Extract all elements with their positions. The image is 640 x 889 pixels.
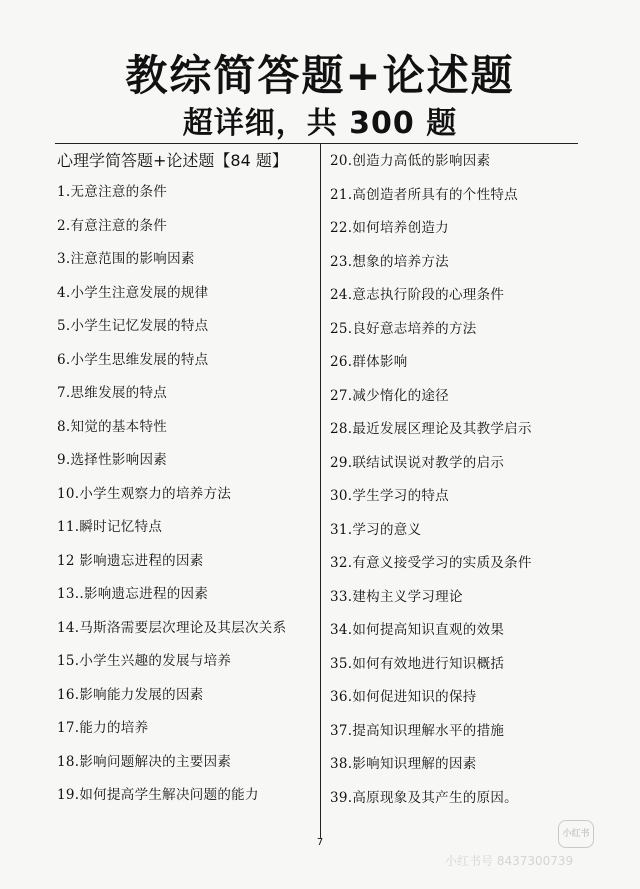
- question-item: 20.创造力高低的影响因素: [330, 153, 491, 169]
- horizontal-rule: [55, 143, 578, 144]
- question-item: 8.知觉的基本特性: [57, 418, 168, 435]
- watermark: 小红书号 8437300739: [445, 854, 574, 868]
- question-item: 10.小学生观察力的培养方法: [57, 485, 232, 502]
- document-subtitle: 超详细，共 300 题: [182, 106, 458, 141]
- question-item: 25.良好意志培养的方法: [330, 320, 477, 337]
- question-item: 21.高创造者所具有的个性特点: [330, 186, 518, 203]
- question-item: 15.小学生兴趣的发展与培养: [57, 653, 232, 669]
- question-item: 32.有意义接受学习的实质及条件: [330, 555, 532, 571]
- question-item: 34.如何提高知识直观的效果: [330, 622, 505, 638]
- question-item: 28.最近发展区理论及其教学启示: [330, 421, 532, 437]
- question-item: 27.减少惰化的途径: [330, 387, 449, 404]
- question-item: 35.如何有效地进行知识概括: [330, 655, 505, 672]
- question-item: 9.选择性影响因素: [57, 452, 168, 468]
- right-question-column: [330, 145, 580, 815]
- page-number: 7: [316, 837, 324, 848]
- question-item: 24.意志执行阶段的心理条件: [330, 287, 505, 303]
- question-item: 33.建构主义学习理论: [330, 588, 463, 605]
- question-item: 26.群体影响: [330, 354, 408, 370]
- question-item: 3.注意范围的影响因素: [57, 251, 195, 267]
- question-item: 16.影响能力发展的因素: [57, 686, 204, 703]
- question-item: 13..影响遗忘进程的因素: [57, 586, 209, 602]
- question-item: 6.小学生思维发展的特点: [57, 351, 209, 368]
- question-item: 19.如何提高学生解决问题的能力: [57, 787, 259, 803]
- question-item: 2.有意注意的条件: [57, 217, 168, 234]
- question-item: 23.想象的培养方法: [330, 253, 449, 270]
- question-item: 30.学生学习的特点: [330, 488, 449, 504]
- question-item: 31.学习的意义: [330, 521, 422, 538]
- question-item: 14.马斯洛需要层次理论及其层次关系: [57, 619, 287, 636]
- section-title: 心理学简答题+论述题【84 题】: [57, 151, 288, 170]
- question-item: 29.联结试误说对教学的启示: [330, 454, 505, 471]
- question-item: 36.如何促进知识的保持: [330, 689, 477, 705]
- question-item: 37.提高知识理解水平的措施: [330, 722, 505, 739]
- question-item: 7.思维发展的特点: [57, 385, 168, 401]
- question-item: 22.如何培养创造力: [330, 220, 449, 236]
- question-item: 12 影响遗忘进程的因素: [57, 552, 204, 569]
- question-item: 18.影响问题解决的主要因素: [57, 753, 232, 770]
- question-item: 11.瞬时记忆特点: [57, 519, 163, 535]
- question-item: 4.小学生注意发展的规律: [57, 284, 209, 301]
- left-question-column: [57, 145, 317, 813]
- xiaohongshu-logo: 小红书: [558, 820, 594, 848]
- question-item: 1.无意注意的条件: [57, 184, 168, 200]
- column-divider: [320, 143, 321, 838]
- document-title: 教综简答题+论述题: [125, 51, 515, 100]
- question-item: 39.高原现象及其产生的原因。: [330, 789, 518, 806]
- question-item: 38.影响知识理解的因素: [330, 756, 477, 772]
- question-item: 5.小学生记忆发展的特点: [57, 318, 209, 334]
- question-item: 17.能力的培养: [57, 720, 149, 736]
